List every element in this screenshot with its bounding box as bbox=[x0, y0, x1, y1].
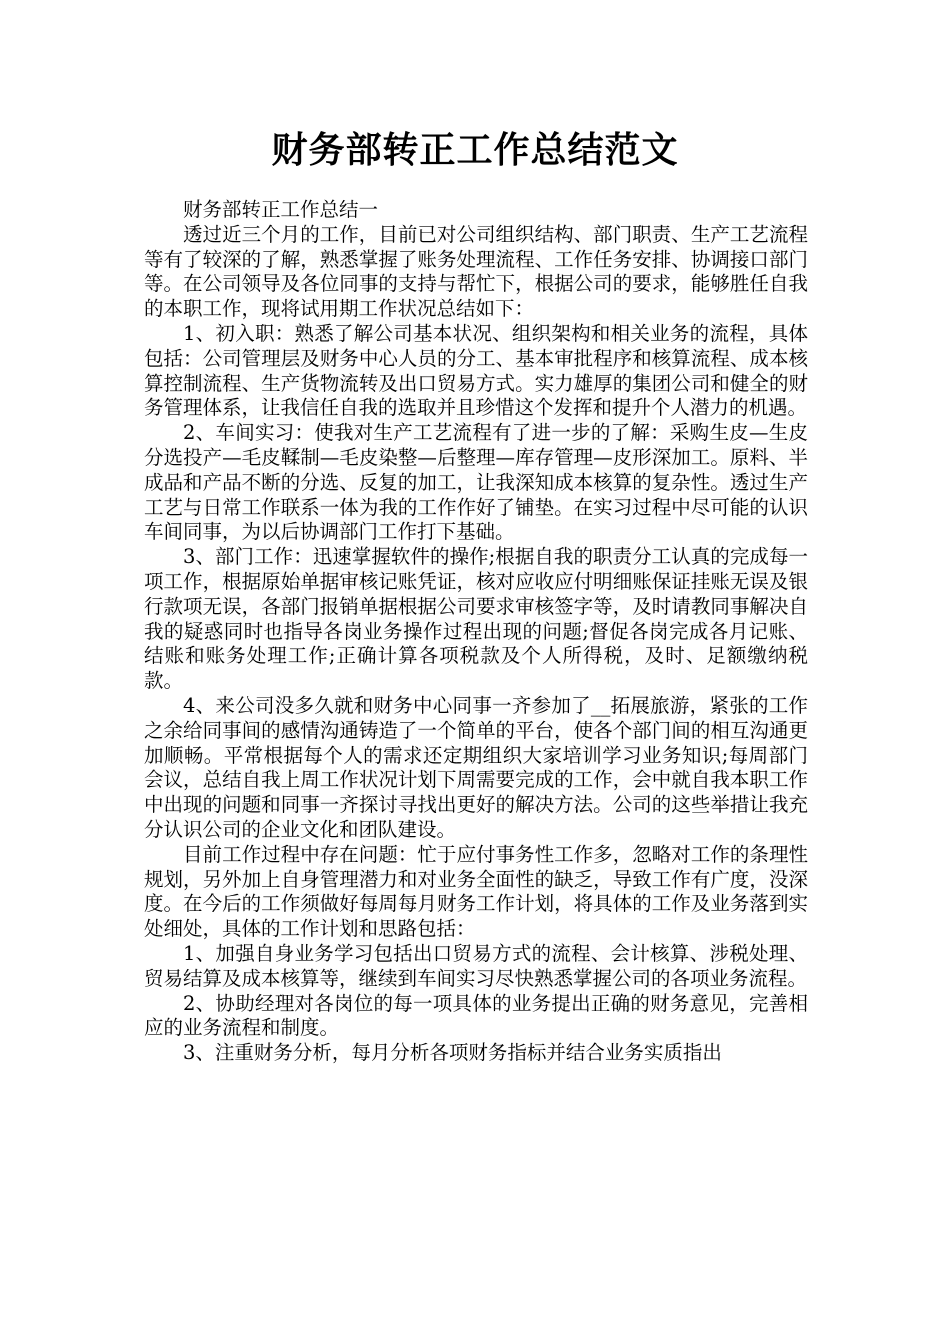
paragraph: 透过近三个月的工作，目前已对公司组织结构、部门职责、生产工艺流程等有了较深的了解，熟悉掌握了账务处理流程、工作任务安排、协调接口部门等。在公司领导及各位同事的支持与帮忙下，根据公司的要求，能够胜任自我的本职工作，现将试用期工作状况总结如下： bbox=[144, 222, 808, 321]
document-title: 财务部转正工作总结范文 bbox=[271, 130, 679, 171]
paragraph: 1、初入职：熟悉了解公司基本状况、组织架构和相关业务的流程，具体包括：公司管理层及财务中心人员的分工、基本审批程序和核算流程、成本核算控制流程、生产货物流转及出口贸易方式。实力雄厚的集团公司和健全的财务管理体系，让我信任自我的选取并且珍惜这个发挥和提升个人潜力的机遇。 bbox=[144, 321, 808, 420]
paragraph: 3、注重财务分析，每月分析各项财务指标并结合业务实质指出 bbox=[183, 1041, 722, 1065]
paragraph: 2、协助经理对各岗位的每一项具体的业务提出正确的财务意见，完善相应的业务流程和制度。 bbox=[144, 991, 808, 1040]
paragraph: 4、来公司没多久就和财务中心同事一齐参加了__拓展旅游，紧张的工作之余给同事间的感情沟通铸造了一个简单的平台，使各个部门间的相互沟通更加顺畅。平常根据每个人的需求还定期组织大家培训学习业务知识;每周部门会议，总结自我上周工作状况计划下周需要完成的工作，会中就自我本职工作中出现的问题和同事一齐探讨寻找出更好的解决方法。公司的这些举措让我充分认识公司的企业文化和团队建设。 bbox=[144, 693, 808, 841]
paragraph: 目前工作过程中存在问题：忙于应付事务性工作多，忽略对工作的条理性规划，另外加上自身管理潜力和对业务全面性的缺乏，导致工作有广度，没深度。在今后的工作须做好每周每月财务工作计划，将具体的工作及业务落到实处细处，具体的工作计划和思路包括： bbox=[144, 842, 808, 941]
paragraph: 1、加强自身业务学习包括出口贸易方式的流程、会计核算、涉税处理、贸易结算及成本核算等，继续到车间实习尽快熟悉掌握公司的各项业务流程。 bbox=[144, 941, 808, 990]
section-heading: 财务部转正工作总结一 bbox=[183, 198, 379, 221]
document-body bbox=[144, 198, 808, 1066]
paragraph: 3、部门工作：迅速掌握软件的操作;根据自我的职责分工认真的完成每一项工作，根据原始单据审核记账凭证，核对应收应付明细账保证挂账无误及银行款项无误，各部门报销单据根据公司要求审核签字等，及时请教同事解决自我的疑惑同时也指导各岗业务操作过程出现的问题;督促各岗完成各月记账、结账和账务处理工作;正确计算各项税款及个人所得税，及时、足额缴纳税款。 bbox=[144, 545, 808, 693]
paragraph: 2、车间实习：使我对生产工艺流程有了进一步的了解：采购生皮—生皮分选投产—毛皮鞣制—毛皮染整—后整理—库存管理—皮形深加工。原料、半成品和产品不断的分选、反复的加工，让我深知成本核算的复杂性。透过生产工艺与日常工作联系一体为我的工作作好了铺垫。在实习过程中尽可能的认识车间同事，为以后协调部门工作打下基础。 bbox=[144, 421, 808, 544]
